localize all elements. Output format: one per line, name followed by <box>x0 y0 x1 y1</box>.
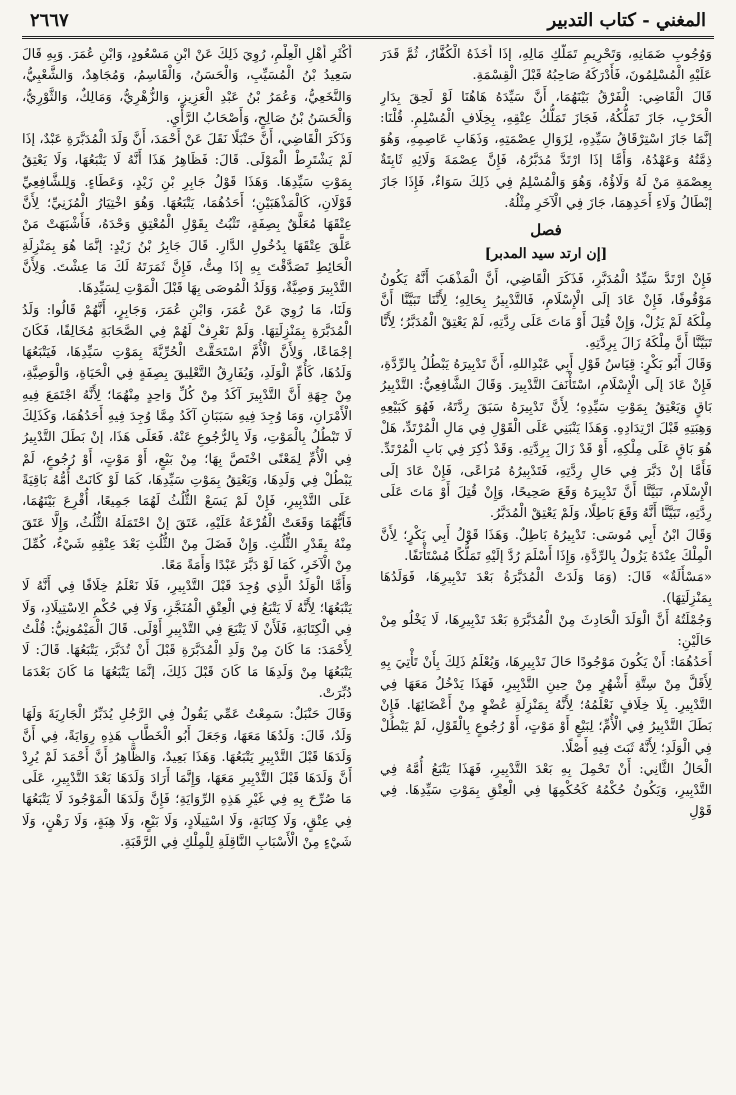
paragraph: وَأَمَّا الْوَلَدُ الَّذِي وُجِدَ قَبْلَ التَّدْبِيرِ، فَلَا نَعْلَمُ خِلَافًا فِي أَنَّهُ لَا يَتْبَعُهَا؛ لِأَنَّهُ لَا يَتْبَعُ فِي الْعِتْقِ الْمُنَجَّزِ، وَلَا فِي حُكْمِ الِاسْتِيلَادِ، وَلَا فِي الْكِتَابَةِ، فَلَأَنْ لَا يَتْبَعَ فِي التَّدْبِيرِ أَوْلَى. قَالَ الْمَيْمُونِيُّ: قُلْتُ لِأَحْمَدَ: مَا كَانَ مِنْ وَلَدِ الْمُدَبَّرَةِ قَبْلَ أَنْ تُدَبَّرَ، يَتْبَعُهَا. قَالَ: لَا يَتْبَعُهَا مِنْ وَلَدِهَا مَا كَانَ قَبْلَ ذَلِكَ، إنَّمَا يَتْبَعُهَا مَا كَانَ بَعْدَمَا دُبِّرَتْ. <box>22 579 352 701</box>
section-subheading: [إن ارتد سيد المدبر] <box>484 245 608 262</box>
page-number: ٢٦٦٧ <box>30 10 69 31</box>
paragraph: قَالَ الْقَاضِي: الْفَرْقُ بَيْنَهُمَا، أَنَّ سَيِّدَهُ هَاهُنَا لَوْ لَحِقَ بِدَارِ الْحَرْبِ، جَازَ تَمَلُّكُهُ، فَجَازَ تَمَلُّكُ عِتْقِهِ، بِخِلَافِ الْمُسْلِمِ. قُلْنَا: إنَّمَا جَازَ اسْتِرْقَاقُ سَيِّدِهِ، لِزَوَالِ عِصْمَتِهِ، وَذَهَابِ عَاصِمِهِ، وَهُوَ ذِمَّتُهُ وَعَهْدُهُ، وَأَمَّا إذَا ارْتَدَّ مُدَبَّرُهُ، فَإِنَّ عِصْمَةَ وَلَائِهِ ثَابِتَةٌ بِعِصْمَةِ مَنْ لَهُ وَلَاؤُهُ، وَهُوَ وَالْمُسْلِمُ فِي ذَلِكَ سَوَاءٌ، فَإِذَا جَازَ إبْطَالُ وَلَاءِ أَحَدِهِمَا، جَازَ فِي الْآخَرِ مِثْلُهُ. <box>380 89 712 212</box>
paragraph: فَإِنْ ارْتَدَّ سَيِّدُ الْمُدَبَّرِ، فَذَكَرَ الْقَاضِي، أَنَّ الْمَذْهَبَ أَنَّهُ يَكُونُ مَوْقُوفًا، فَإِنْ عَادَ إلَى الْإِسْلَامِ، فَالتَّدْبِيرُ بِحَالِهِ؛ لِأَنَّنَا تَبَيَّنَّا أَنَّ مِلْكَهُ لَمْ يَزُلْ، وَإِنْ قُتِلَ أَوْ مَاتَ عَلَى رِدَّتِهِ، لَمْ يَعْتِقْ الْمُدَبَّرُ؛ لِأَنَّا تَبَيَّنَّا أَنَّ مِلْكَهُ زَالَ بِرِدَّتِهِ. <box>380 271 712 351</box>
paragraph: وَلَنَا، مَا رُوِيَ عَنْ عُمَرَ، وَابْنِ عُمَرَ، وَجَابِرٍ، أَنَّهُمْ قَالُوا: وَلَدُ الْمُدَبَّرَةِ بِمَنْزِلَتِهَا. وَلَمْ نَعْرِفْ لَهُمْ فِي الصَّحَابَةِ مُخَالِفًا، فَكَانَ إجْمَاعًا، وَلِأَنَّ الْأُمَّ اسْتَحَقَّتْ الْحُرِّيَّةَ بِمَوْتِ سَيِّدِهَا، فَيَتْبَعُهَا وَلَدُهَا، كَأُمِّ الْوَلَدِ، وَيُفَارِقُ التَّعْلِيقَ بِصِفَةٍ فِي الْحَيَاةِ، وَالْوَصِيَّةِ، مِنْ جِهَةِ أَنَّ التَّدْبِيرَ آكَدُ مِنْ كُلِّ وَاحِدٍ مِنْهُمَا؛ لِأَنَّهُ اجْتَمَعَ فِيهِ الْأَمْرَانِ، وَمَا وُجِدَ فِيهِ سَبَبَانِ آكَدُ مِمَّا وُجِدَ فِيهِ أَحَدُهُمَا، وَكَذَلِكَ لَا تَبْطُلُ بِالْمَوْتِ، وَلَا بِالرُّجُوعِ عَنْهُ. فَعَلَى هَذَا، إنْ بَطَلَ التَّدْبِيرُ فِي الْأُمِّ لِمَعْنًى اخْتَصَّ بِهَا؛ مِنْ بَيْعٍ، أَوْ مَوْتٍ، أَوْ رُجُوعٍ، لَمْ يَبْطُلْ فِي وَلَدِهَا، وَيَعْتِقُ بِمَوْتِ سَيِّدِهَا، كَمَا لَوْ كَانَتْ أُمُّهُ بَاقِيَةً عَلَى التَّدْبِيرِ، فَإِنْ لَمْ يَسَعْ الثُّلُثُ لَهُمَا جَمِيعًا، أُقْرِعَ بَيْنَهُمَا، فَأَيُّهُمَا وَقَعَتْ الْقُرْعَةُ عَلَيْهِ، عَتَقَ إنْ احْتَمَلَهُ الثُّلُثُ، وَإِلَّا عَتَقَ مِنْهُ بِقَدْرِ الثُّلُثِ. وَإِنْ فَضَلَ مِنْ الثُّلُثِ بَعْدَ عِتْقِهِ شَيْءٌ، كُمِّلَ مِنْ الْآخَرِ، كَمَا لَوْ دَبَّرَ عَبْدًا وَأَمَةً مَعًا. <box>22 302 352 574</box>
paragraph: وَجُمْلَتُهُ أَنَّ الْوَلَدَ الْحَادِثَ مِنْ الْمُدَبَّرَةِ بَعْدَ تَدْبِيرِهَا، لَا يَخْلُو مِنْ حَالَيْنِ: <box>380 612 712 650</box>
page-header <box>30 8 706 38</box>
paragraph: الْحَالُ الثَّانِي: أَنْ تَحْمِلَ بِهِ بَعْدَ التَّدْبِيرِ، فَهَذَا يَتْبَعُ أُمَّهُ فِي التَّدْبِيرِ، وَيَكُونُ حُكْمُهُ كَحُكْمِهَا فِي الْعِتْقِ بِمَوْتِ سَيِّدِهَا. فِي قَوْلِ <box>380 761 712 820</box>
paragraph: وَقَالَ أَبُو بَكْرٍ: قِيَاسُ قَوْلِ أَبِي عَبْدِاللهِ، أَنَّ تَدْبِيرَهُ يَبْطُلُ بِالرِّدَّةِ، فَإِنْ عَادَ إلَى الْإِسْلَامِ، اسْتَأْنَفَ التَّدْبِيرَ. وَقَالَ الشَّافِعِيُّ: التَّدْبِيرُ بَاقٍ وَيَعْتِقُ بِمَوْتِ سَيِّدِهِ؛ لِأَنَّ تَدْبِيرَهُ سَبَقَ رِدَّتَهُ، فَهُوَ كَبَيْعِهِ وَهِبَتِهِ قَبْلَ ارْتِدَادِهِ. وَهَذَا يَنْبَنِي عَلَى الْقَوْلِ فِي مَالِ الْمُرْتَدِّ، هَلْ هُوَ بَاقٍ عَلَى مِلْكِهِ، أَوْ قَدْ زَالَ بِرِدَّتِهِ. وَقَدْ ذُكِرَ فِي بَابِ الْمُرْتَدِّ. فَأَمَّا إنْ دَبَّرَ فِي حَالِ رِدَّتِهِ، فَتَدْبِيرُهُ مُرَاعًى، فَإِنْ عَادَ إلَى الْإِسْلَامِ، تَبَيَّنَّا أَنَّ تَدْبِيرَهُ وَقَعَ صَحِيحًا، وَإِنْ قُتِلَ أَوْ مَاتَ عَلَى رِدَّتِهِ، تَبَيَّنَّا أَنَّهُ وَقَعَ بَاطِلًا، وَلَمْ يَعْتِقْ الْمُدَبَّرُ. <box>380 357 712 522</box>
left-column <box>22 44 352 1090</box>
paragraph: أَكْثَرِ أَهْلِ الْعِلْمِ، رُوِيَ ذَلِكَ عَنْ ابْنِ مَسْعُودٍ، وَابْنِ عُمَرَ. وَبِهِ قَالَ سَعِيدُ بْنُ الْمُسَيِّبِ، وَالْحَسَنُ، وَالْقَاسِمُ، وَمُجَاهِدٌ، وَالشَّعْبِيُّ، وَالنَّخَعِيُّ، وَعُمَرُ بْنُ عَبْدِ الْعَزِيزِ، وَالزُّهْرِيُّ، وَمَالِكٌ، وَالثَّوْرِيُّ، وَالْحَسَنُ بْنُ صَالِحٍ، وَأَصْحَابُ الرَّأْيِ. <box>22 47 352 126</box>
paragraph: أَحَدُهُمَا: أَنْ يَكُونَ مَوْجُودًا حَالَ تَدْبِيرِهَا، وَيُعْلَمُ ذَلِكَ بِأَنْ تَأْتِيَ بِهِ لِأَقَلَّ مِنْ سِتَّةِ أَشْهُرٍ مِنْ حِينِ التَّدْبِيرِ، فَهَذَا يَدْخُلُ مَعَهَا فِي التَّدْبِيرِ. بِلَا خِلَافٍ نَعْلَمُهُ؛ لِأَنَّهُ بِمَنْزِلَةِ عُضْوٍ مِنْ أَعْضَائِهَا. فَإِنْ بَطَلَ التَّدْبِيرُ فِي الْأُمِّ؛ لِبَيْعٍ أَوْ مَوْتٍ، أَوْ رُجُوعٍ بِالْقَوْلِ، لَمْ يَبْطُلْ فِي الْوَلَدِ؛ لِأَنَّهُ ثَبَتَ فِيهِ أَصْلًا. <box>380 655 712 756</box>
paragraph: وَقَالَ حَنْبَلٌ: سَمِعْتُ عَمِّي يَقُولُ فِي الرَّجُلِ يُدَبِّرُ الْجَارِيَةَ وَلَهَا وَلَدٌ، قَالَ: وَلَدُهَا مَعَهَا، وَجَعَلَ أَبُو الْخَطَّابِ هَذِهِ رِوَايَةً، فِي أَنَّ وَلَدَهَا قَبْلَ التَّدْبِيرِ يَتْبَعُهَا. وَهَذَا بَعِيدٌ، وَالظَّاهِرُ أَنَّ أَحْمَدَ لَمْ يُرِدْ أَنَّ وَلَدَهَا قَبْلَ التَّدْبِيرِ مَعَهَا، وَإِنَّمَا أَرَادَ وَلَدَهَا بَعْدَ التَّدْبِيرِ، عَلَى مَا صُرِّحَ بِهِ فِي غَيْرِ هَذِهِ الرِّوَايَةِ؛ فَإِنَّ وَلَدَهَا الْمَوْجُودَ لَا يَتْبَعُهَا فِي عِتْقٍ، وَلَا كِتَابَةٍ، وَلَا اسْتِيلَادٍ، وَلَا بَيْعٍ، وَلَا هِبَةٍ، وَلَا رَهْنٍ، وَلَا شَيْءٍ مِنْ الْأَسْبَابِ النَّاقِلَةِ لِلْمِلْكِ فِي الرَّقَبَةِ. <box>22 707 352 850</box>
right-column <box>380 44 712 1090</box>
header-rule <box>22 36 714 39</box>
running-title: المغني - كتاب التدبير <box>547 10 706 31</box>
paragraph: «مَسْأَلَةٌ» قَالَ: (وَمَا وَلَدَتْ الْمُدَبَّرَةُ بَعْدَ تَدْبِيرِهَا، فَوَلَدُهَا بِمَنْزِلَتِهَا). <box>380 570 712 607</box>
paragraph: وَوُجُوبِ ضَمَانِهِ، وَتَحْرِيمِ تَمَلُّكِ مَالِهِ، إذَا أَخَذَهُ الْكُفَّارُ، ثُمَّ قَدَرَ عَلَيْهِ الْمُسْلِمُونَ، فَأَدْرَكَهُ صَاحِبُهُ قَبْلَ الْقِسْمَةِ. <box>380 47 712 84</box>
paragraph: وَقَالَ ابْنُ أَبِي مُوسَى: تَدْبِيرُهُ بَاطِلٌ. وَهَذَا قَوْلُ أَبِي بَكْرٍ؛ لِأَنَّ الْمِلْكَ عِنْدَهُ يَزُولُ بِالرِّدَّةِ، وَإِذَا أَسْلَمَ رُدَّ إلَيْهِ تَمَلُّكًا مُسْتَأْنَفًا. <box>380 527 712 564</box>
paragraph: وَذَكَرَ الْقَاضِي، أَنَّ حَنْبَلًا نَقَلَ عَنْ أَحْمَدَ، أَنَّ وَلَدَ الْمُدَبَّرَةِ عَبْدٌ، إذَا لَمْ يَشْتَرِطْ الْمَوْلَى. قَالَ: فَظَاهِرُ هَذَا أَنَّهُ لَا يَتْبَعُهَا، وَلَا يَعْتِقُ بِمَوْتِ سَيِّدِهَا. وَهَذَا قَوْلُ جَابِرِ بْنِ زَيْدٍ، وَعَطَاءٍ. وَلِلشَّافِعِيِّ قَوْلَانِ، كَالْمَذْهَبَيْنِ؛ أَحَدُهُمَا، يَتْبَعُهَا. وَهُوَ اخْتِيَارُ الْمُزَنِيِّ؛ لِأَنَّ عِتْقَهَا مُعَلَّقٌ بِصِفَةٍ، تَثْبُتُ بِقَوْلِ الْمُعْتِقِ وَحْدَهُ، فَأَشْبَهَتْ مَنْ عَلَّقَ عِتْقَهَا بِدُخُولِ الدَّارِ. قَالَ جَابِرُ بْنُ زَيْدٍ: إنَّمَا هُوَ بِمَنْزِلَةِ الْحَائِطِ تَصَدَّقْتَ بِهِ إذَا مِتُّ، فَإِنَّ ثَمَرَتَهُ لَكَ مَا عِشْتَ. وَلِأَنَّ التَّدْبِيرَ وَصِيَّةٌ، وَوَلَدُ الْمُوصَى بِهَا قَبْلَ الْمَوْتِ لِسَيِّدِهَا. <box>22 132 352 297</box>
section-heading: فصل <box>530 221 562 240</box>
